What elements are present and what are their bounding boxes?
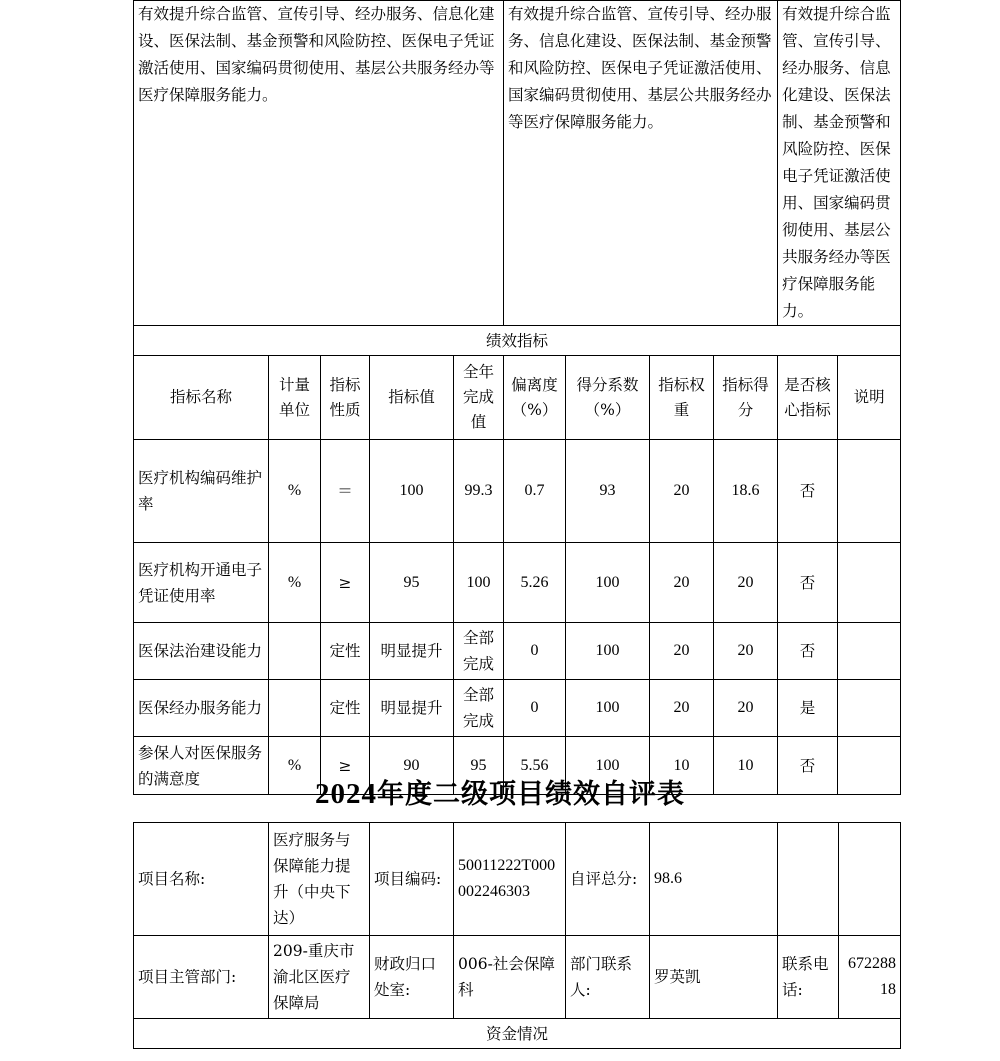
- funds-title: 资金情况: [134, 1019, 901, 1049]
- actual-value: 100: [454, 543, 504, 623]
- actual-value: 95: [454, 737, 504, 795]
- actual-value: 全部完成: [454, 680, 504, 737]
- core-flag: 否: [778, 737, 838, 795]
- header-cell: 偏离度（%）: [504, 356, 566, 440]
- actual-value: 全部完成: [454, 623, 504, 680]
- score: 20: [714, 680, 778, 737]
- goal-text-actual: 有效提升综合监管、宣传引导、经办服务、信息化建设、医保法制、基金预警和风险防控、医保电子凭证激活使用、国家编码贯彻使用、基层公共服务经办等医疗保障服务能力。: [504, 1, 778, 326]
- deviation: 5.26: [504, 543, 566, 623]
- score-coefficient: 93: [566, 440, 650, 543]
- funds-title-row: [134, 1019, 901, 1049]
- target-value: 95: [370, 543, 454, 623]
- table-row: [134, 623, 901, 680]
- indicator-name: 医保经办服务能力: [134, 680, 269, 737]
- score: 18.6: [714, 440, 778, 543]
- table-row: [134, 680, 901, 737]
- score-coefficient: 100: [566, 543, 650, 623]
- note: [838, 680, 901, 737]
- unit: %: [269, 440, 321, 543]
- header-cell: 是否核心指标: [778, 356, 838, 440]
- core-flag: 否: [778, 440, 838, 543]
- header-cell: 全年完成值: [454, 356, 504, 440]
- header-row: [134, 356, 901, 440]
- goal-text-result: 有效提升综合监管、宣传引导、经办服务、信息化建设、医保法制、基金预警和风险防控、医保电子凭证激活使用、国家编码贯彻使用、基层公共服务经办等医疗保障服务能力。: [778, 1, 901, 326]
- title-year: 2024: [315, 778, 377, 810]
- dept-label: 项目主管部门:: [134, 936, 269, 1019]
- phone-label: 联系电话:: [778, 936, 839, 1019]
- score-coefficient: 100: [566, 623, 650, 680]
- project-code-value: 50011222T000002246303: [454, 823, 566, 936]
- deviation: 0: [504, 623, 566, 680]
- weight: 10: [650, 737, 714, 795]
- nature: ＝: [321, 440, 370, 543]
- indicator-name: 参保人对医保服务的满意度: [134, 737, 269, 795]
- indicator-name: 医疗机构编码维护率: [134, 440, 269, 543]
- project-code-label: 项目编码:: [370, 823, 454, 936]
- score: 10: [714, 737, 778, 795]
- core-flag: 是: [778, 680, 838, 737]
- section-title-row: [134, 326, 901, 356]
- project-name-label: 项目名称:: [134, 823, 269, 936]
- goal-text-plan: 有效提升综合监管、宣传引导、经办服务、信息化建设、医保法制、基金预警和风险防控、医保电子凭证激活使用、国家编码贯彻使用、基层公共服务经办等医疗保障服务能力。: [134, 1, 504, 326]
- goal-row: [134, 1, 901, 326]
- note: [838, 440, 901, 543]
- score: 20: [714, 543, 778, 623]
- weight: 20: [650, 440, 714, 543]
- project-row-1: [134, 823, 901, 936]
- page-title: [0, 772, 1000, 811]
- dept-value: 209-重庆市渝北区医疗保障局: [269, 936, 370, 1019]
- section-title: 绩效指标: [134, 326, 901, 356]
- empty-cell: [839, 823, 901, 936]
- nature: 定性: [321, 623, 370, 680]
- weight: 20: [650, 680, 714, 737]
- note: [838, 543, 901, 623]
- score-coefficient: 100: [566, 680, 650, 737]
- self-score-label: 自评总分:: [566, 823, 650, 936]
- table-row: [134, 440, 901, 543]
- core-flag: 否: [778, 543, 838, 623]
- unit: %: [269, 737, 321, 795]
- project-info-table: [133, 822, 901, 1049]
- header-cell: 指标权重: [650, 356, 714, 440]
- unit: [269, 680, 321, 737]
- header-cell: 指标性质: [321, 356, 370, 440]
- project-row-2: [134, 936, 901, 1019]
- target-value: 100: [370, 440, 454, 543]
- target-value: 90: [370, 737, 454, 795]
- performance-indicator-table: [133, 0, 901, 795]
- header-cell: 指标值: [370, 356, 454, 440]
- nature: ≥: [321, 737, 370, 795]
- header-cell: 得分系数（%）: [566, 356, 650, 440]
- deviation: 0: [504, 680, 566, 737]
- finance-value: 006-社会保障科: [454, 936, 566, 1019]
- table-row: [134, 543, 901, 623]
- score-coefficient: 100: [566, 737, 650, 795]
- core-flag: 否: [778, 623, 838, 680]
- phone-value: 67228818: [839, 936, 901, 1019]
- indicator-name: 医保法治建设能力: [134, 623, 269, 680]
- self-score-value: 98.6: [650, 823, 778, 936]
- nature: ≥: [321, 543, 370, 623]
- weight: 20: [650, 623, 714, 680]
- weight: 20: [650, 543, 714, 623]
- target-value: 明显提升: [370, 680, 454, 737]
- header-cell: 说明: [838, 356, 901, 440]
- contact-value: 罗英凯: [650, 936, 778, 1019]
- nature: 定性: [321, 680, 370, 737]
- header-cell: 计量单位: [269, 356, 321, 440]
- project-name-value: 医疗服务与保障能力提升（中央下达）: [269, 823, 370, 936]
- deviation: 5.56: [504, 737, 566, 795]
- contact-label: 部门联系人:: [566, 936, 650, 1019]
- actual-value: 99.3: [454, 440, 504, 543]
- header-cell: 指标得分: [714, 356, 778, 440]
- finance-label: 财政归口处室:: [370, 936, 454, 1019]
- header-cell: 指标名称: [134, 356, 269, 440]
- note: [838, 623, 901, 680]
- unit: %: [269, 543, 321, 623]
- deviation: 0.7: [504, 440, 566, 543]
- unit: [269, 623, 321, 680]
- title-text: 年度二级项目绩效自评表: [377, 779, 685, 810]
- empty-cell: [778, 823, 839, 936]
- indicator-name: 医疗机构开通电子凭证使用率: [134, 543, 269, 623]
- score: 20: [714, 623, 778, 680]
- target-value: 明显提升: [370, 623, 454, 680]
